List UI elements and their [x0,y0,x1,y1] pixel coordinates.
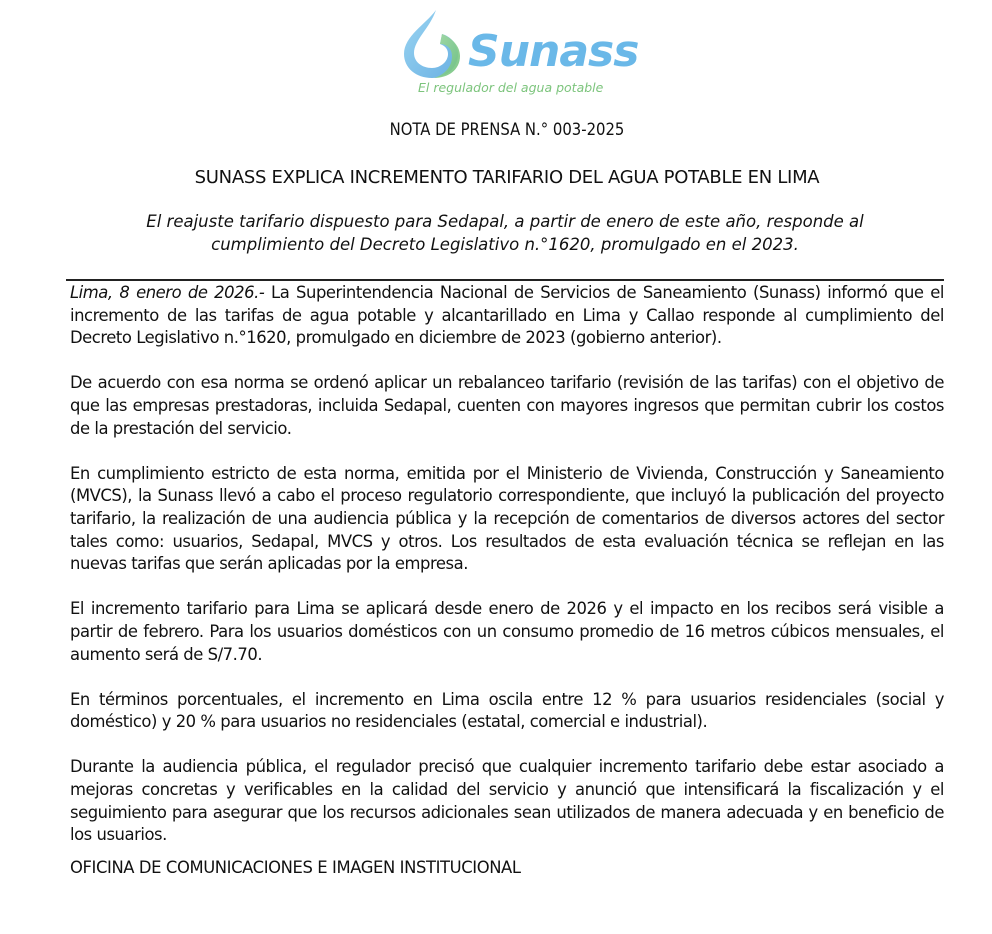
paragraph: En términos porcentuales, el incremento en Lima oscila entre 12 % para usuarios residenciales (social y doméstico) y 20 % para usuarios no residenciales (estatal, comercial e industrial). [70,689,944,732]
paragraph: Durante la audiencia pública, el regulador precisó que cualquier incremento tarifario debe estar asociado a mejoras concretas y verificables en la calidad del servicio y anunció que intensificará la fiscalización y el seguimiento para asegurar que los recursos adicionales sean utilizados de manera adecuada y en beneficio de los usuarios. [70,757,944,845]
logo-wordmark: Sunass [468,26,639,77]
paragraph-text: La Superintendencia Nacional de Servicios de Saneamiento (Sunass) informó que el incremento de las tarifas de agua potable y alcantarillado en Lima y Callao responde al cumplimiento del Decreto Legislativo n.°1620, promulgado en diciembre de 2023 (gobierno anterior). [70,283,944,348]
paragraph [70,282,944,350]
subtitle: El reajuste tarifario dispuesto para Sedapal, a partir de enero de este año, responde al cumplimiento del Decreto Legislativo n.°1620, promulgado en el 2023. [146,212,864,254]
press-body [70,282,944,869]
office-signature: OFICINA DE COMUNICACIONES E IMAGEN INSTITUCIONAL [70,858,521,877]
logo-tagline: El regulador del agua potable [418,80,604,95]
press-note-number: NOTA DE PRENSA N.° 003-2025 [389,120,625,139]
divider [66,279,944,281]
page-title: SUNASS EXPLICA INCREMENTO TARIFARIO DEL AGUA POTABLE EN LIMA [194,167,820,188]
water-drop-icon [396,6,470,80]
sunass-logo [396,6,639,100]
paragraph: El incremento tarifario para Lima se aplicará desde enero de 2026 y el impacto en los recibos será visible a partir de febrero. Para los usuarios domésticos con un consumo promedio de 16 metros cúbicos mensuales, el aumento será de S/7.70. [70,599,944,664]
paragraph: En cumplimiento estricto de esta norma, emitida por el Ministerio de Vivienda, Construcción y Saneamiento (MVCS), la Sunass llevó a cabo el proceso regulatorio correspondiente, que incluyó la publicación del proyecto tarifario, la realización de una audiencia pública y la recepción de comentarios de diversos actores del sector tales como: usuarios, Sedapal, MVCS y otros. Los resultados de esta evaluación técnica se reflejan en las nuevas tarifas que serán aplicadas por la empresa. [70,463,944,574]
paragraph: De acuerdo con esa norma se ordenó aplicar un rebalanceo tarifario (revisión de las tarifas) con el objetivo de que las empresas prestadoras, incluida Sedapal, cuenten con mayores ingresos que permitan cubrir los costos de la prestación del servicio. [70,373,944,438]
dateline: Lima, 8 enero de 2026.- [70,283,265,302]
